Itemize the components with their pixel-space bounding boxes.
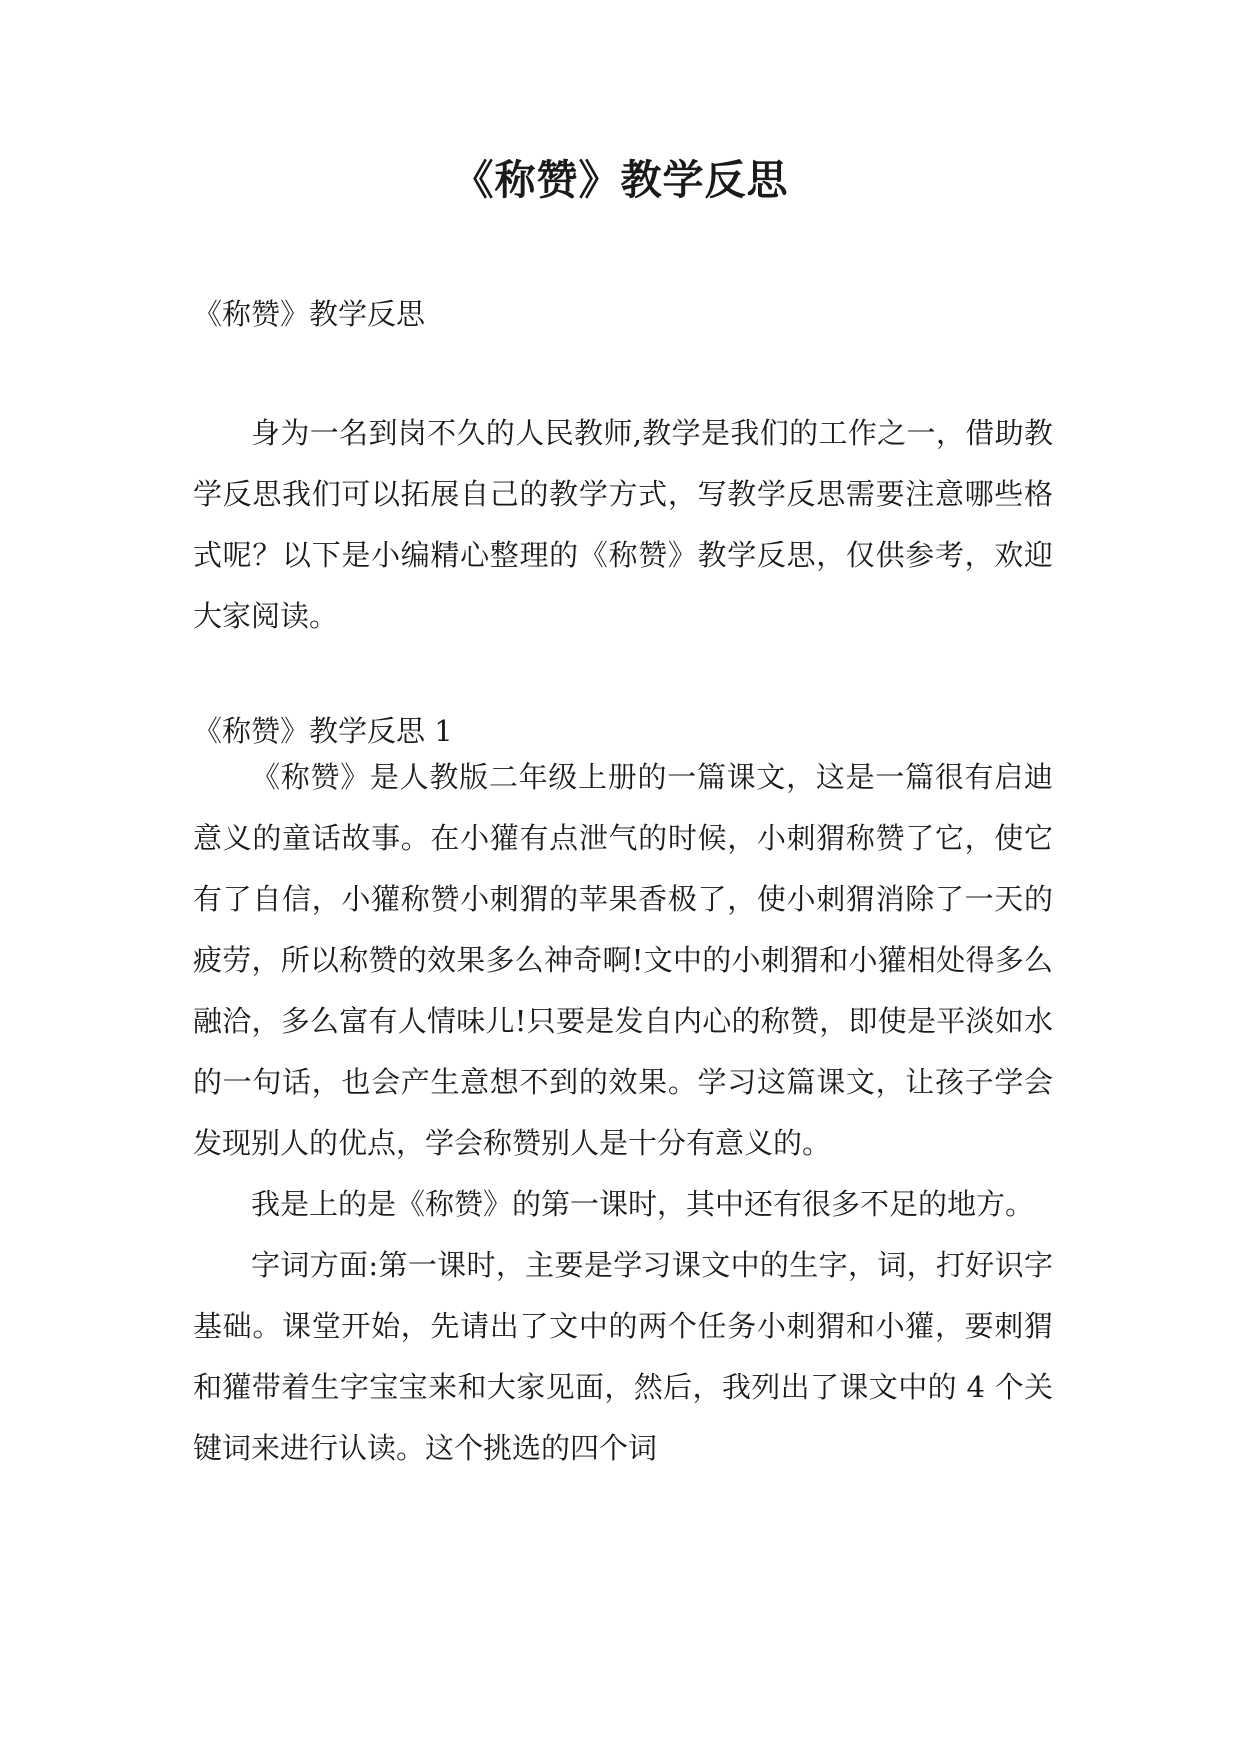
document-title: 《称赞》教学反思: [452, 156, 789, 204]
body-paragraph: 我是上的是《称赞》的第一课时，其中还有很多不足的地方。: [251, 1187, 1035, 1221]
section-heading: 《称赞》教学反思 1: [193, 714, 453, 748]
body-paragraph: 字词方面:第一课时，主要是学习课文中的生字，词，打好识字基础。课堂开始，先请出了文中的两个任务小刺猬和小獾，要刺猬和獾带着生字宝宝来和大家见面，然后，我列出了课文中的 4 个关键词来进行认读。这个挑选的四个词: [193, 1248, 1053, 1465]
document-subtitle: 《称赞》教学反思: [193, 297, 426, 331]
main-body: [193, 747, 1053, 1479]
intro-block: [193, 403, 1053, 647]
intro-paragraph: 身为一名到岗不久的人民教师,教学是我们的工作之一，借助教学反思我们可以拓展自己的教学方式，写教学反思需要注意哪些格式呢？以下是小编精心整理的《称赞》教学反思，仅供参考，欢迎大家阅读。: [193, 416, 1053, 633]
body-paragraph: 《称赞》是人教版二年级上册的一篇课文，这是一篇很有启迪意义的童话故事。在小獾有点泄气的时候，小刺猬称赞了它，使它有了自信，小獾称赞小刺猬的苹果香极了，使小刺猬消除了一天的疲劳，所以称赞的效果多么神奇啊!文中的小刺猬和小獾相处得多么融洽，多么富有人情味儿!只要是发自内心的称赞，即使是平淡如水的一句话，也会产生意想不到的效果。学习这篇课文，让孩子学会发现别人的优点，学会称赞别人是十分有意义的。: [193, 760, 1053, 1160]
